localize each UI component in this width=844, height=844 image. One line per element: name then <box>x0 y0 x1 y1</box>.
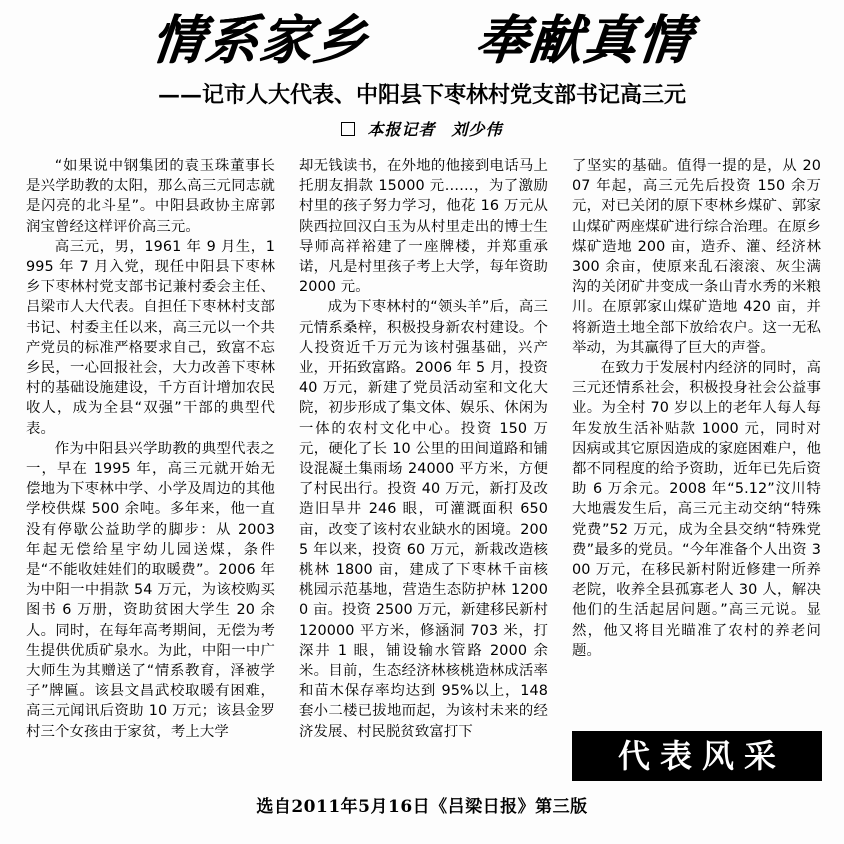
article-subtitle: ——记市人大代表、中阳县下枣林村党支部书记高三元 <box>157 82 686 108</box>
paragraph: 高三元，男，1961 年 9 月生，1995 年 7 月入党，现任中阳县下枣林乡下枣林村党支部书记兼村委会主任、吕梁市人大代表。自担任下枣林村支部书记、村委主任以来，高三元以一个共产党员的标准严格要求自己，致富不忘乡民，一心回报社会，大力改善下枣林村的基础设施建设，千方百计增加农民收人，成为全县“双强”干部的典型代表。 <box>26 238 275 437</box>
article-body <box>26 156 822 742</box>
masthead <box>0 0 844 141</box>
source-credit: 选自2011年5月16日《吕梁日报》第三版 <box>256 797 588 817</box>
section-plaque: 代表风采 <box>572 731 822 781</box>
reporter-name: 刘少伟 <box>451 120 503 139</box>
byline <box>0 119 844 141</box>
paragraph: 了坚实的基础。值得一提的是，从 2007 年起，高三元先后投资 150 余万元，对已关闭的原下枣林乡煤矿、郭家山煤矿两座煤矿进行综合治理。在原乡煤矿造地 200 亩，造乔、灌、经济林 300 余亩，使原来乱石滚滚、灰尘满沟的关闭矿井变成一条山青水秀的米粮川。在原郭家山煤矿造地 420 亩，并将新造土地全部下放给农户。这一无私举动，为其赢得了巨大的声誉。 <box>572 158 821 356</box>
page-title: 情系家乡 奉献真情 <box>148 10 696 71</box>
reporter-label: 本报记者 <box>367 120 436 139</box>
paragraph: 在致力于发展村内经济的同时，高三元还情系社会，积极投身社会公益事业。为全村 70 岁以上的老年人每人每年发放生活补贴款 1000 元，同时对因病或其它原因造成的家庭困难户，他都不同程度的给予资助，近年已先后资助 6 万余元。2008 年“5.12”汶川特大地震发生后，高三元主动交纳“特殊党费”52 万元，成为全县交纳“特殊党费”最多的党员。“今年准备个人出资 300 万元，在移民新村附近修建一所养老院，收养全县孤寡老人 30 人，解决他们的生活起居问题。”高三元说。显然，他又将目光瞄准了农村的养老问题。 <box>572 360 821 659</box>
square-bullet-icon <box>341 122 355 136</box>
paragraph: 却无钱读书，在外地的他接到电话马上托朋友捐款 15000 元……，为了激励村里的孩子努力学习，他花 16 万元从陕西拉回汉白玉为从村里走出的博士生导师高祥裕建了一座牌楼，并郑重承诺，凡是村里孩子考上大学，每年资助 2000 元。 <box>299 158 548 296</box>
paragraph: “如果说中钢集团的袁玉珠董事长是兴学助教的太阳，那么高三元同志就是闪亮的北斗星”。中阳县政协主席郭润宝曾经这样评价高三元。 <box>26 158 275 235</box>
column-left <box>26 156 275 742</box>
plaque-container <box>572 731 822 781</box>
paragraph: 成为下枣林村的“领头羊”后，高三元情系桑梓，积极投身新农村建设。个人投资近千万元为该村强基础，兴产业，开拓致富路。2006 年 5 月，投资 40 万元，新建了党员活动室和文化大院，初步形成了集文体、娱乐、休闲为一体的农村文化中心。投资 150 万元，硬化了长 10 公里的田间道路和铺设混凝土集雨场 24000 平方米，方便了村民出行。投资 40 万元，新打及改造旧旱井 246 眼，可灌溉面积 650 亩，改变了该村农业缺水的困境。2005 年以来，投资 60 万元，新栽改造核桃林 1800 亩，建成了下枣林千亩核桃园示范基地，营造生态防护林 12000 亩。投资 2500 万元，新建移民新村 120000 平方米，修涵洞 703 米，打深井 1 眼，铺设输水管路 2000 余米。目前，生态经济林核桃造林成活率和苗木保存率均达到 95%以上，148 套小二楼已拔地而起，为该村未来的经济发展、村民脱贫致富打下 <box>299 299 548 740</box>
column-right <box>572 156 821 742</box>
paragraph: 作为中阳县兴学助教的典型代表之一，早在 1995 年，高三元就开始无偿地为下枣林中学、小学及周边的其他学校供煤 500 余吨。多年来，他一直没有停歇公益助学的脚步：从 2003 年起无偿给星宇幼儿园送煤，条件是“不能收娃娃们的取暖费”。2006 年为中阳一中捐款 54 万元，为该校购买图书 6 万册，资助贫困大学生 20 余人。同时，在每年高考期间，无偿为考生提供优质矿泉水。为此，中阳一中广大师生为其赠送了“情系教育，泽被学子”牌匾。该县文昌武校取暖有困难，高三元闻讯后资助 10 万元；该县金罗村三个女孩由于家贫，考上大学 <box>26 440 275 740</box>
column-middle <box>299 156 548 742</box>
